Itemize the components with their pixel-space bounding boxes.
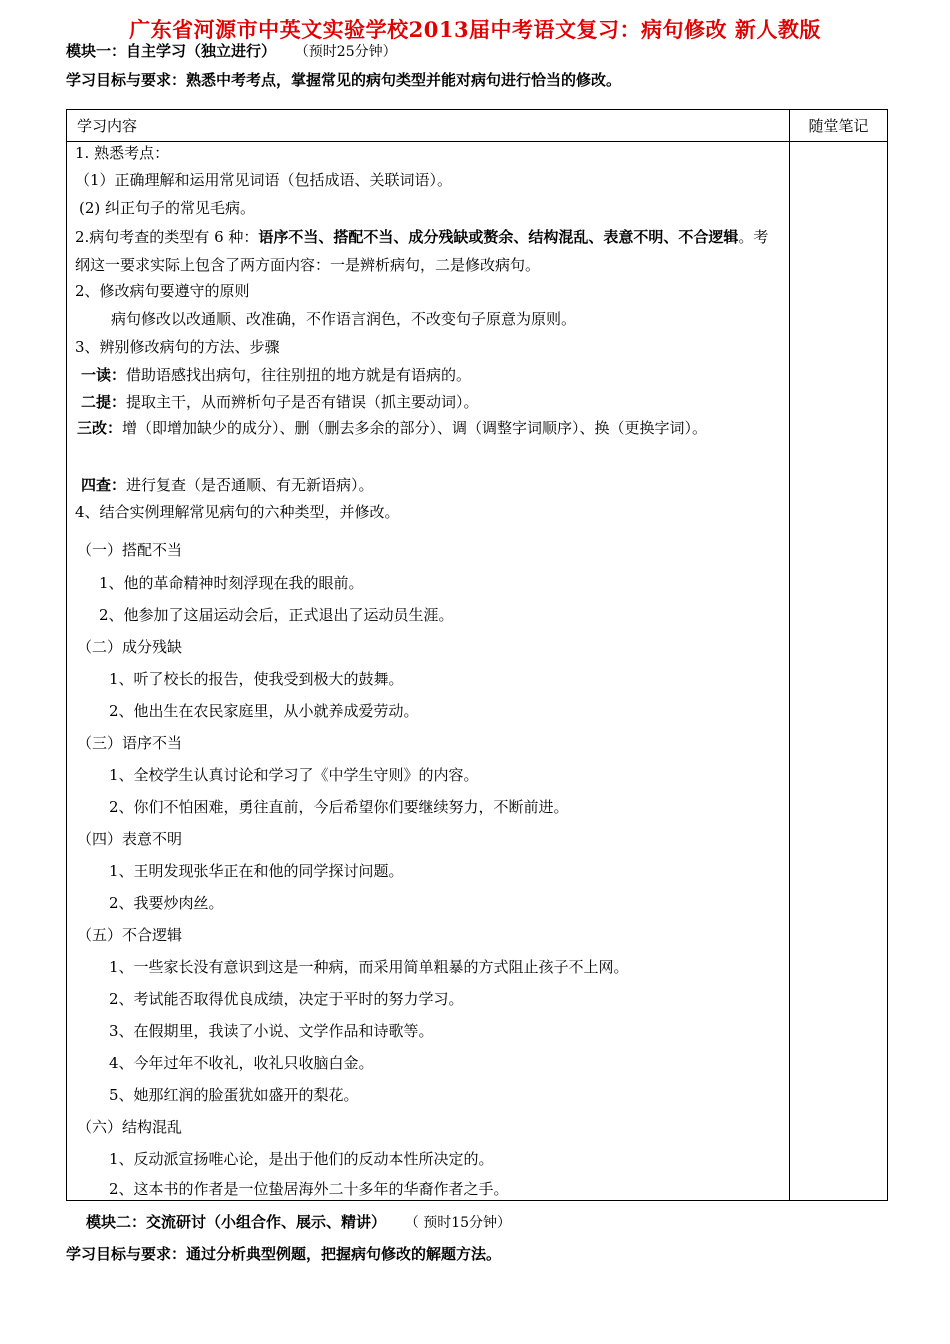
step-extract-text: 提取主干，从而辨析句子是否有错误（抓主要动词）。 [126, 393, 479, 411]
type-5-example-3: 3、在假期里，我读了小说、文学作品和诗歌等。 [109, 1022, 434, 1040]
type-2-example-2: 2、他出生在农民家庭里，从小就养成爱劳动。 [109, 702, 419, 720]
type-5-example-2: 2、考试能否取得优良成绩，决定于平时的努力学习。 [109, 990, 464, 1008]
step-read-label: 一读： [81, 366, 127, 384]
point-2 [75, 223, 781, 279]
header-notes: 随堂笔记 [790, 110, 888, 142]
type-5-example-1: 1、一些家长没有意识到这是一种病，而采用简单粗暴的方式阻止孩子不上网。 [109, 958, 629, 976]
module2-time: （ 预时15分钟） [404, 1215, 512, 1231]
method-heading: 3、辨别修改病句的方法、步骤 [75, 338, 280, 356]
type-6-example-1: 1、反动派宣扬唯心论，是出于他们的反动本性所决定的。 [109, 1150, 494, 1168]
type-6-example-2: 2、这本书的作者是一位蛰居海外二十多年的华裔作者之手。 [109, 1180, 509, 1198]
type-5-example-5: 5、她那红润的脸蛋犹如盛开的梨花。 [109, 1086, 359, 1104]
type-3-example-1: 1、全校学生认真讨论和学习了《中学生守则》的内容。 [109, 766, 479, 784]
type-5-heading: （五）不合逻辑 [77, 926, 183, 944]
module2-heading [86, 1211, 511, 1232]
type-1-heading: （一）搭配不当 [77, 541, 183, 559]
module1-heading [66, 40, 397, 61]
module2-goal: 学习目标与要求：通过分析典型例题，把握病句修改的解题方法。 [66, 1245, 502, 1263]
study-content-cell [67, 142, 790, 1201]
type-1-example-2: 2、他参加了这届运动会后，正式退出了运动员生涯。 [99, 606, 454, 624]
notes-cell[interactable] [790, 142, 888, 1201]
document-title: 广东省河源市中英文实验学校2013届中考语文复习：病句修改 新人教版 [129, 17, 821, 42]
step-modify [77, 414, 783, 442]
type-6-heading: （六）结构混乱 [77, 1118, 183, 1136]
step-modify-label: 三改： [77, 419, 123, 437]
principle-text: 病句修改以改通顺、改准确，不作语言润色，不改变句子原意为原则。 [111, 310, 577, 328]
step-modify-text: 增（即增加缺少的成分）、删（删去多余的部分）、调（调整字词顺序）、换（更换字词）。 [122, 419, 708, 437]
step-extract-label: 二提： [81, 393, 127, 411]
type-3-heading: （三）语序不当 [77, 734, 183, 752]
point-1-2: (2) 纠正句子的常见毛病。 [79, 199, 256, 217]
point-2-lead: 2.病句考查的类型有 6 种： [75, 228, 259, 246]
point-1: 1. 熟悉考点： [75, 144, 170, 162]
step-read-text: 借助语感找出病句，往往别扭的地方就是有语病的。 [126, 366, 472, 384]
type-4-example-1: 1、王明发现张华正在和他的同学探讨问题。 [109, 862, 404, 880]
principle-heading: 2、修改病句要遵守的原则 [75, 282, 250, 300]
type-4-heading: （四）表意不明 [77, 830, 183, 848]
step-read [81, 364, 471, 386]
module1-time: （预时25分钟） [294, 44, 397, 60]
point-2-tail: 。考纲这一要求实际上包含了两方面内容：一是辨析病句，二是修改病句。 [75, 228, 769, 274]
type-1-example-1: 1、他的革命精神时刻浮现在我的眼前。 [99, 574, 364, 592]
step-extract [81, 391, 479, 413]
header-study-content: 学习内容 [67, 110, 790, 142]
types-intro: 4、结合实例理解常见病句的六种类型，并修改。 [75, 503, 400, 521]
type-2-heading: （二）成分残缺 [77, 638, 183, 656]
step-check-label: 四查： [81, 476, 127, 494]
study-table [66, 109, 888, 1201]
step-check [81, 474, 374, 496]
module1-name: 模块一：自主学习（独立进行） [66, 42, 277, 60]
type-4-example-2: 2、我要炒肉丝。 [109, 894, 224, 912]
module2-name: 模块二：交流研讨（小组合作、展示、精讲） [86, 1213, 387, 1231]
point-2-types: 语序不当、搭配不当、成分残缺或赘余、结构混乱、表意不明、不合逻辑 [258, 228, 739, 246]
type-5-example-4: 4、今年过年不收礼，收礼只收脑白金。 [109, 1054, 374, 1072]
type-2-example-1: 1、听了校长的报告，使我受到极大的鼓舞。 [109, 670, 404, 688]
module1-goal: 学习目标与要求：熟悉中考考点，掌握常见的病句类型并能对病句进行恰当的修改。 [66, 71, 622, 89]
step-check-text: 进行复查（是否通顺、有无新语病）。 [126, 476, 374, 494]
point-1-1: （1）正确理解和运用常见词语（包括成语、关联词语）。 [75, 171, 453, 189]
type-3-example-2: 2、你们不怕困难，勇往直前，今后希望你们要继续努力，不断前进。 [109, 798, 569, 816]
